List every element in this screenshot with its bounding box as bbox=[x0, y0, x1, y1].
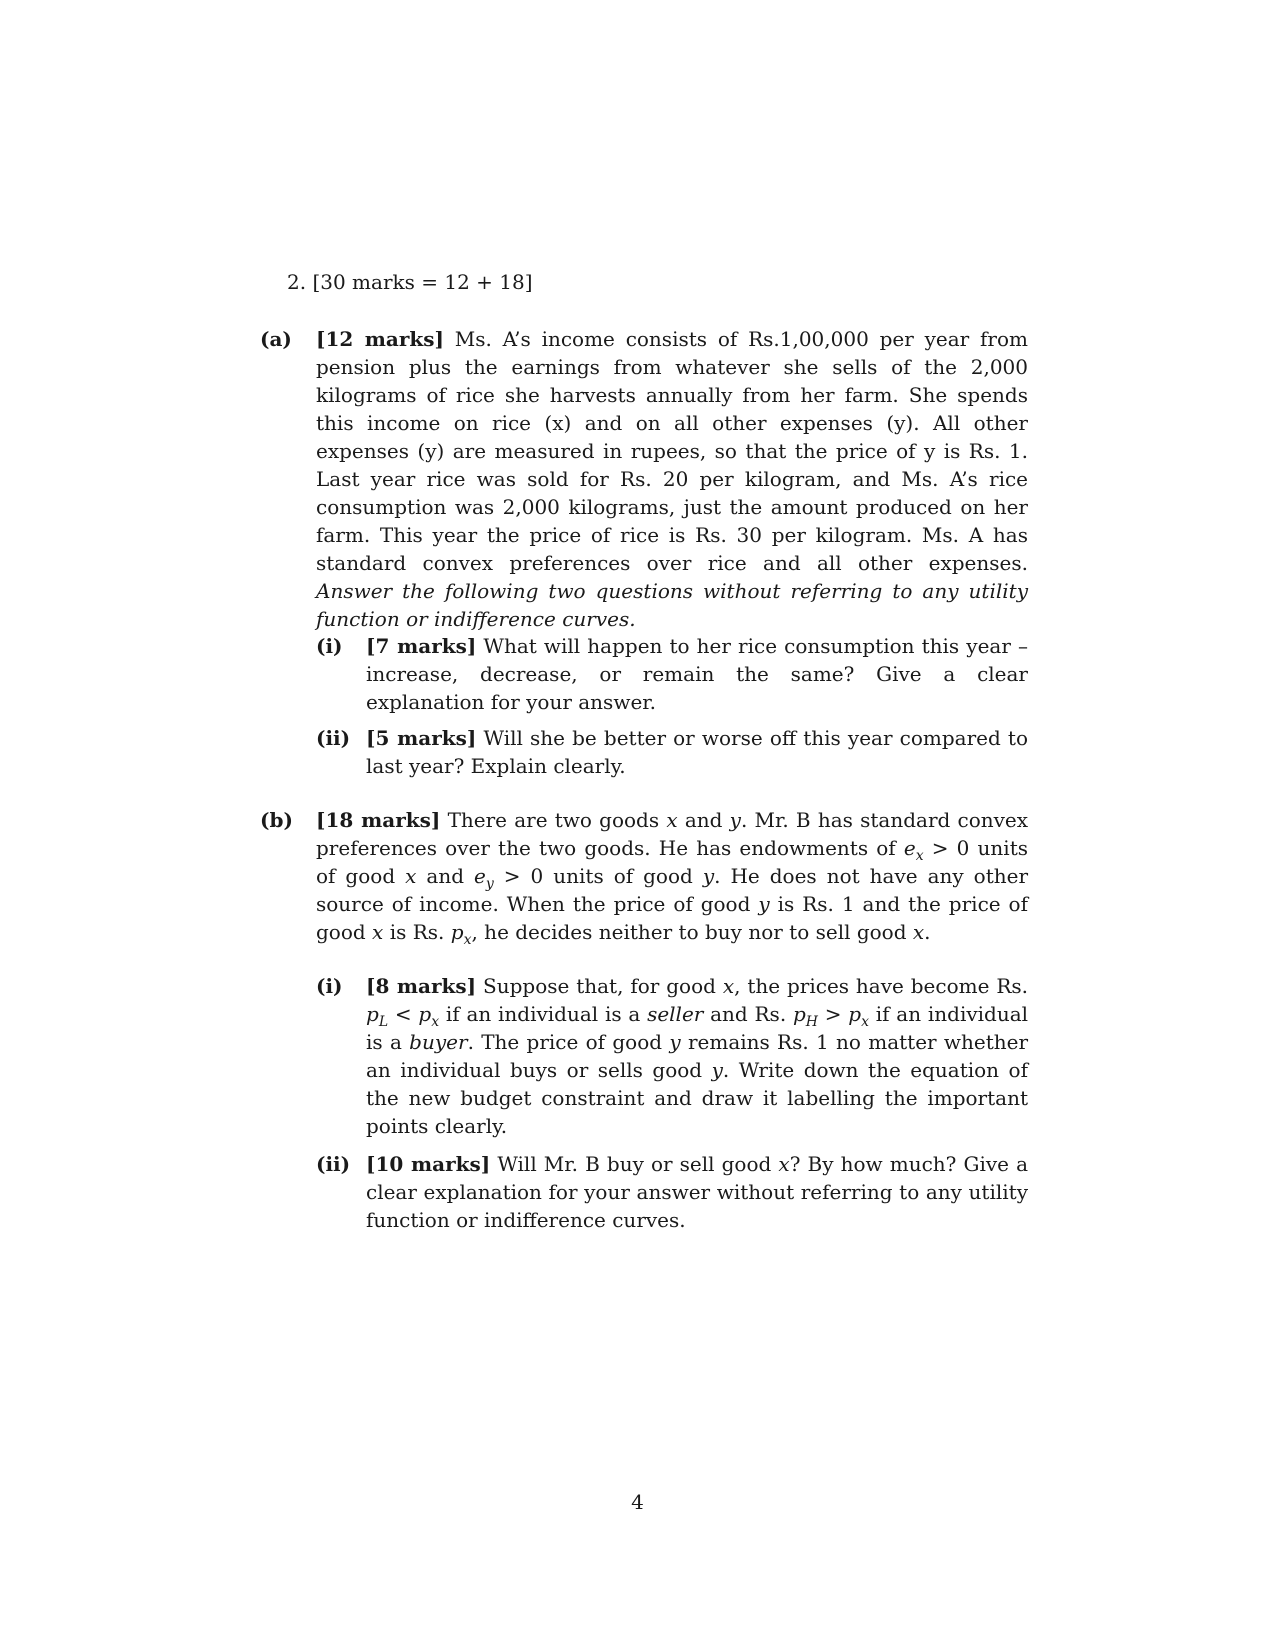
question-heading: 2. [30 marks = 12 + 18] bbox=[287, 270, 533, 294]
part-b-text-8: is Rs. 1 and the price of good bbox=[316, 892, 1028, 944]
part-a-sub-i-label: (i) bbox=[316, 634, 343, 658]
part-a-body bbox=[316, 325, 1028, 633]
part-b-text-11: . bbox=[924, 920, 931, 944]
part-a-sub-i bbox=[316, 632, 1028, 716]
part-a-label: (a) bbox=[260, 327, 292, 351]
math-pH: $p_H$ bbox=[792, 1002, 818, 1030]
part-b-text-1: There are two goods bbox=[447, 808, 660, 832]
math-less-than: < bbox=[394, 1002, 412, 1026]
page-number: 4 bbox=[631, 1490, 644, 1514]
part-b-sub-i-marks: [8 marks] bbox=[366, 974, 477, 998]
part-a-sub-ii-marks: [5 marks] bbox=[366, 726, 477, 750]
math-px: $p_x$ bbox=[848, 1002, 869, 1030]
math-px: $p_x$ bbox=[418, 1002, 440, 1030]
part-b-sub-i-text-6: . The price of good bbox=[467, 1030, 663, 1054]
part-b-sub-i-text-3: if an individual is a bbox=[445, 1002, 641, 1026]
part-b-sub-i-text-8: . Write down the equation of the new budget constraint and draw it labelling the important points clearly. bbox=[366, 1058, 1028, 1138]
part-a bbox=[260, 325, 1028, 633]
seller-term: seller bbox=[647, 1002, 704, 1026]
part-a-instruction: Answer the following two questions without referring to any utility function or indifference curves. bbox=[316, 579, 1028, 631]
part-b-text-2: and bbox=[684, 808, 723, 832]
math-ex: $e_x$ bbox=[903, 836, 924, 864]
math-y: y bbox=[729, 808, 741, 832]
part-b-sub-i-text-1: Suppose that, for good bbox=[483, 974, 716, 998]
part-b-sub-ii-marks: [10 marks] bbox=[366, 1152, 491, 1176]
part-a-text: Ms. A’s income consists of Rs.1,00,000 per year from pension plus the earnings from whatever she sells of the 2,000 kilograms of rice she harvests annually from her farm. She spends this income on rice (x) and on all other expenses (y). All other expenses (y) are measured in rupees, so that the price of y is Rs. 1. Last year rice was sold for Rs. 20 per kilogram, and Ms. A’s rice consumption was 2,000 kilograms, just the amount produced on her farm. This year the price of rice is Rs. 30 per kilogram. Ms. A has standard convex preferences over rice and all other expenses. bbox=[316, 327, 1028, 575]
math-y: y bbox=[711, 1058, 723, 1082]
part-b-sub-i-text-5: if an individual is a bbox=[366, 1002, 1029, 1054]
part-b-text-6: > 0 units of good bbox=[503, 864, 693, 888]
part-b-text-9: is Rs. bbox=[389, 920, 445, 944]
part-b-text-4: > 0 units of good bbox=[316, 836, 1028, 888]
math-ey: $e_y$ bbox=[474, 864, 494, 892]
part-b-marks: [18 marks] bbox=[316, 808, 441, 832]
part-b-sub-i-text-4: and Rs. bbox=[710, 1002, 787, 1026]
part-b-sub-i bbox=[316, 972, 1028, 1140]
part-b-text-7: . He does not have any other source of income. When the price of good bbox=[316, 864, 1029, 916]
part-b-sub-ii-text-1: Will Mr. B buy or sell good bbox=[497, 1152, 772, 1176]
math-greater-than: > bbox=[824, 1002, 842, 1026]
math-y: y bbox=[669, 1030, 681, 1054]
part-b-body bbox=[316, 806, 1028, 946]
math-x: x bbox=[912, 920, 925, 944]
part-a-sub-ii-label: (ii) bbox=[316, 726, 351, 750]
part-b-sub-i-text-2: , the prices have become Rs. bbox=[734, 974, 1028, 998]
math-x: x bbox=[778, 1152, 790, 1176]
math-x: x bbox=[666, 808, 678, 832]
part-b-sub-ii-label: (ii) bbox=[316, 1152, 351, 1176]
part-b-sub-i-text-7: remains Rs. 1 no matter whether an individual buys or sells good bbox=[366, 1030, 1029, 1082]
part-a-marks: [12 marks] bbox=[316, 327, 444, 351]
math-x: x bbox=[722, 974, 735, 998]
part-b-sub-ii-text-2: ? By how much? Give a clear explanation for your answer without referring to any utility function or indifference curves. bbox=[366, 1152, 1028, 1232]
part-a-sub-ii-text: Will she be better or worse off this year compared to last year? Explain clearly. bbox=[366, 726, 1028, 778]
math-pL: $p_L$ bbox=[366, 1002, 389, 1030]
math-x: x bbox=[372, 920, 384, 944]
part-b-label: (b) bbox=[260, 808, 293, 832]
math-px: $p_x$ bbox=[450, 920, 472, 948]
part-b-sub-ii bbox=[316, 1150, 1028, 1234]
part-b-sub-i-label: (i) bbox=[316, 974, 343, 998]
part-a-sub-i-marks: [7 marks] bbox=[366, 634, 477, 658]
part-b-text-3: . Mr. B has standard convex preferences over the two goods. He has endowments of bbox=[316, 808, 1029, 860]
part-a-sub-ii bbox=[316, 724, 1028, 780]
part-a-sub-i-text: What will happen to her rice consumption this year – increase, decrease, or remain the same? Give a clear explanation for your answer. bbox=[366, 634, 1028, 714]
math-y: y bbox=[702, 864, 715, 888]
part-b-text-5: and bbox=[426, 864, 465, 888]
part-b-text-10: , he decides neither to buy nor to sell good bbox=[471, 920, 907, 944]
math-x: x bbox=[405, 864, 417, 888]
math-y: y bbox=[758, 892, 770, 916]
part-b bbox=[260, 806, 1028, 946]
buyer-term: buyer bbox=[409, 1030, 468, 1054]
